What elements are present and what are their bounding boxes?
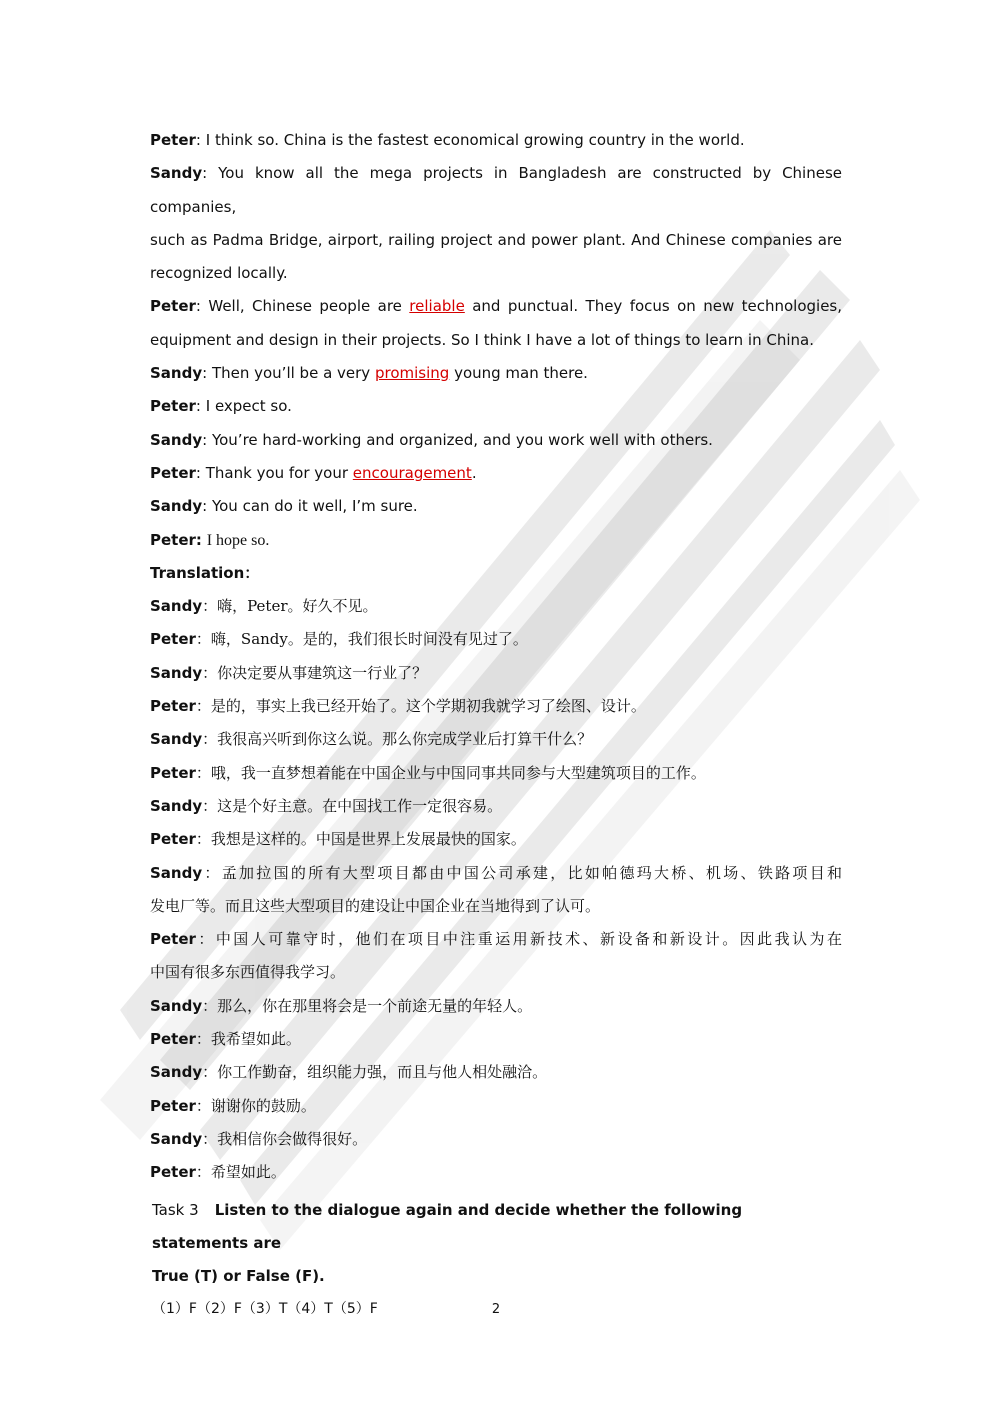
translation-text: ：中国人可靠守时，他们在项目中注重运用新技术、新设备和新设计。因此我认为在 — [195, 930, 842, 949]
dialogue-line: Sandy: You’re hard-working and organized, and you work well with others. — [150, 430, 713, 449]
speaker-name: Sandy — [150, 164, 203, 183]
translation-line — [150, 857, 842, 890]
task-heading-cont — [150, 1260, 842, 1293]
translation-text: ：谢谢你的鼓励。 — [195, 1096, 316, 1115]
dialogue-text: I expect so. — [205, 397, 292, 416]
speaker-name: Peter — [150, 131, 196, 149]
dialogue-line: Sandy: You know all the mega projects in Bangladesh are constructed by Chinese companies, — [150, 164, 842, 216]
translation-text: ：哦，我一直梦想着能在中国企业与中国同事共同参与大型建筑项目的工作。 — [195, 763, 706, 782]
translation-text: ：嗨，Peter。好久不见。 — [202, 597, 378, 616]
dialogue-line-cont — [150, 324, 842, 357]
translation-text: 发电厂等。而且这些大型项目的建设让中国企业在当地得到了认可。 — [150, 896, 601, 915]
translation-text: ：我很高兴听到你这么说。那么你完成学业后打算干什么？ — [202, 730, 593, 749]
dialogue-line — [150, 524, 842, 557]
speaker-name: Sandy — [150, 1129, 203, 1148]
highlighted-word: reliable — [409, 297, 465, 316]
translation-line — [150, 923, 842, 956]
task-heading — [150, 1194, 842, 1261]
dialogue-text: You’re hard-working and organized, and you work well with others. — [211, 430, 713, 449]
translation-line — [150, 990, 842, 1023]
translation-text: ：你决定要从事建筑这一行业了？ — [202, 663, 428, 682]
translation-heading: Translation： — [150, 563, 260, 582]
translation-text: ：嗨，Sandy。是的，我们很长时间没有见过了。 — [195, 630, 528, 649]
translation-text: 中国有很多东西值得我学习。 — [150, 963, 346, 982]
speaker-name: Peter — [150, 930, 196, 949]
task-instruction: True (T) or False (F). — [152, 1267, 325, 1286]
dialogue-text: You can do it well, I’m sure. — [211, 497, 418, 516]
dialogue-text: I hope so. — [206, 531, 270, 549]
translation-text: ：我相信你会做得很好。 — [202, 1129, 368, 1148]
translation-line — [150, 723, 842, 756]
speaker-name: Peter — [150, 1163, 196, 1182]
speaker-name: Peter — [150, 397, 196, 416]
task-number: Task 3 — [152, 1200, 199, 1219]
translation-line — [150, 1023, 842, 1056]
translation-text: ：孟加拉国的所有大型项目都由中国公司承建，比如帕德玛大桥、机场、铁路项目和 — [202, 863, 842, 882]
task-answers: （1）F（2）F（3）T（4）T（5）F — [152, 1301, 378, 1318]
translation-dialogue — [150, 590, 842, 1189]
dialogue-line: Sandy: You can do it well, I’m sure. — [150, 497, 418, 516]
translation-text: ：希望如此。 — [195, 1163, 286, 1182]
speaker-name: Peter — [150, 630, 196, 649]
highlighted-word: promising — [374, 364, 450, 383]
speaker-name: Peter — [150, 297, 196, 316]
dialogue-text: recognized locally. — [150, 264, 288, 283]
dialogue-line-cont — [150, 224, 842, 257]
translation-text: ：那么，你在那里将会是一个前途无量的年轻人。 — [202, 996, 533, 1015]
dialogue-line: Sandy: Then you’ll be a very promising young man there. — [150, 364, 588, 383]
speaker-name: Peter — [150, 463, 196, 482]
speaker-name: Sandy — [150, 663, 203, 682]
speaker-name: Peter — [150, 763, 196, 782]
translation-line — [150, 1156, 842, 1189]
highlighted-word: encouragement — [352, 463, 472, 482]
translation-line — [150, 823, 842, 856]
translation-line — [150, 1090, 842, 1123]
speaker-name: Sandy — [150, 497, 203, 516]
speaker-name: Peter: — [150, 530, 202, 549]
speaker-name: Peter — [150, 830, 196, 849]
translation-line — [150, 757, 842, 790]
speaker-name: Sandy — [150, 364, 203, 383]
speaker-name: Sandy — [150, 1063, 203, 1082]
translation-line — [150, 1056, 842, 1089]
translation-line — [150, 690, 842, 723]
task-instruction: Listen to the dialogue again and decide whether the following statements are — [152, 1200, 743, 1252]
speaker-name: Sandy — [150, 597, 203, 616]
dialogue-line-cont — [150, 257, 842, 290]
dialogue-line: Peter: Thank you for your encouragement. — [150, 463, 477, 482]
translation-line — [150, 590, 842, 623]
dialogue-text: such as Padma Bridge, airport, railing project and power plant. And Chinese companies are — [150, 230, 842, 249]
page-number: 2 — [491, 1302, 501, 1317]
translation-text: ：是的，事实上我已经开始了。这个学期初我就学习了绘图、设计。 — [195, 697, 646, 716]
translation-text: ：我希望如此。 — [195, 1030, 301, 1049]
dialogue-line: Peter: I expect so. — [150, 397, 292, 416]
speaker-name: Sandy — [150, 430, 203, 449]
speaker-name: Peter — [150, 1096, 196, 1115]
dialogue-line: Peter: I think so. China is the fastest economical growing country in the world. — [150, 131, 745, 149]
translation-line — [150, 1123, 842, 1156]
dialogue-line: Peter: Well, Chinese people are reliable and punctual. They focus on new technologies, — [150, 297, 843, 316]
dialogue-text: equipment and design in their projects. So I think I have a lot of things to learn in China. — [150, 330, 814, 349]
dialogue-text: You know all the mega projects in Bangladesh are constructed by Chinese companies, — [150, 164, 842, 216]
speaker-name: Peter — [150, 1030, 196, 1049]
translation-line — [150, 790, 842, 823]
translation-line — [150, 623, 842, 656]
dialogue-text: I think so. China is the fastest economical growing country in the world. — [205, 131, 745, 149]
translation-text: ：我想是这样的。中国是世界上发展最快的国家。 — [195, 830, 526, 849]
speaker-name: Sandy — [150, 796, 203, 815]
document-body — [150, 124, 842, 1326]
speaker-name: Sandy — [150, 730, 203, 749]
translation-text: ：你工作勤奋，组织能力强，而且与他人相处融洽。 — [202, 1063, 548, 1082]
speaker-name: Sandy — [150, 863, 203, 882]
translation-line — [150, 657, 842, 690]
translation-text: ：这是个好主意。在中国找工作一定很容易。 — [202, 796, 503, 815]
speaker-name: Peter — [150, 697, 196, 716]
translation-line-cont — [150, 890, 842, 923]
translation-line-cont — [150, 956, 842, 989]
speaker-name: Sandy — [150, 996, 203, 1015]
